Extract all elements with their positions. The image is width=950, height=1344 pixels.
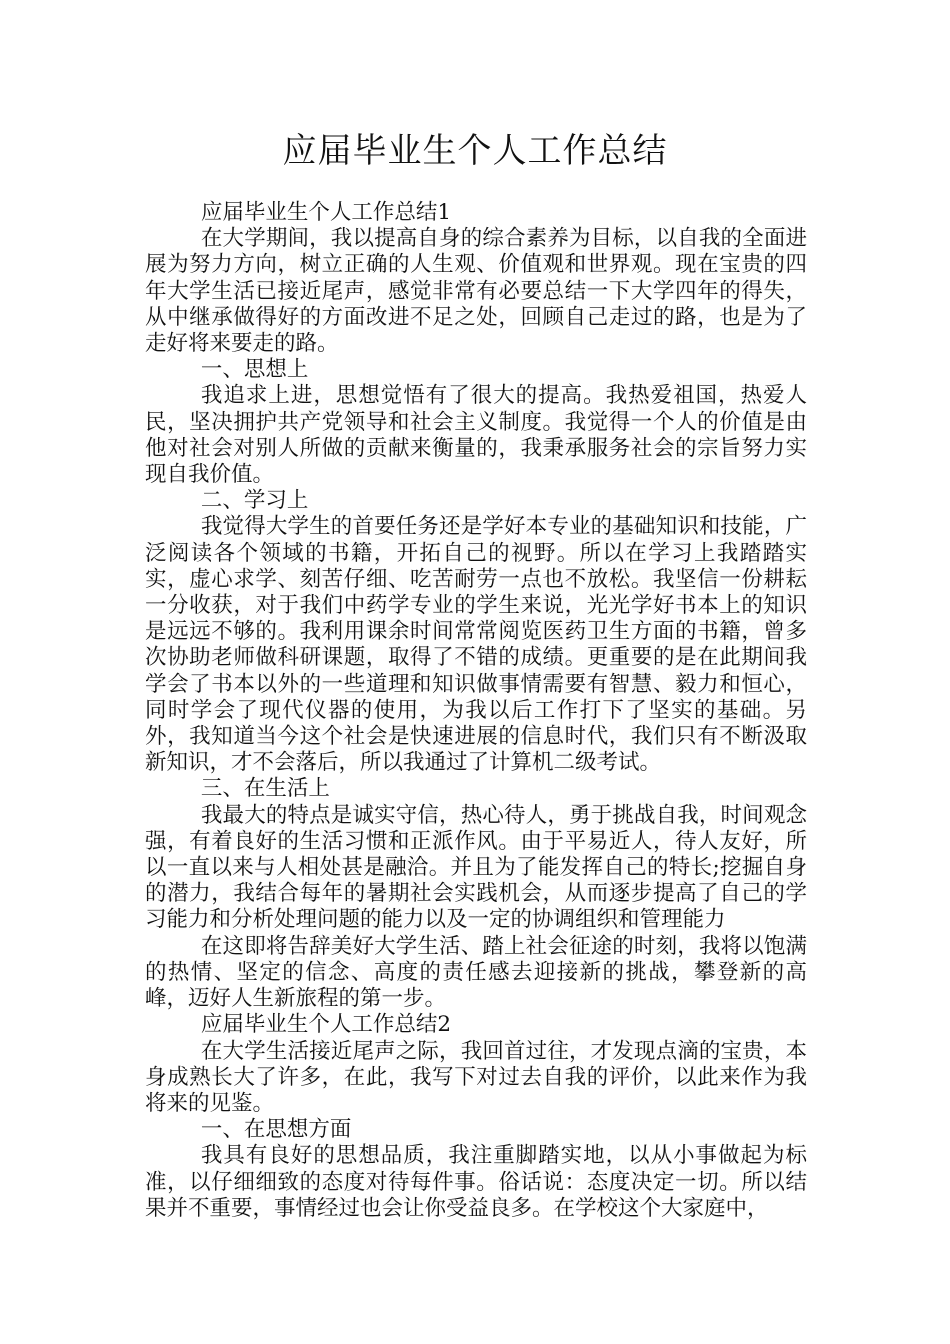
subheading-ideology-2: 一、在思想方面 [200, 1117, 352, 1143]
document-title: 应届毕业生个人工作总结 [282, 131, 668, 171]
paragraph-ideology-2: 我具有良好的思想品质，我注重脚踏实地，以从小事做起为标准，以仔细细致的态度对待每件事。俗话说：态度决定一切。所以结果并不重要，事情经过也会让你受益良多。在学校这个大家庭中， [145, 1143, 807, 1221]
subheading-ideology: 一、思想上 [200, 357, 309, 383]
section-heading-summary-1: 应届毕业生个人工作总结1 [200, 200, 452, 225]
paragraph-study: 我觉得大学生的首要任务还是学好本专业的基础知识和技能，广泛阅读各个领域的书籍，开拓自己的视野。所以在学习上我踏踏实实，虚心求学、刻苦仔细、吃苦耐劳一点也不放松。我坚信一份耕耘一分收获，对于我们中药学专业的学生来说，光光学好书本上的知识是远远不够的。我利用课余时间常常阅览医药卫生方面的书籍，曾多次协助老师做科研课题，取得了不错的成绩。更重要的是在此期间我学会了书本以外的一些道理和知识做事情需要有智慧、毅力和恒心，同时学会了现代仪器的使用，为我以后工作打下了坚实的基础。另外，我知道当今这个社会是快速进展的信息时代，我们只有不断汲取新知识，才不会落后，所以我通过了计算机二级考试。 [145, 514, 807, 776]
paragraph-life: 我最大的特点是诚实守信，热心待人，勇于挑战自我，时间观念强，有着良好的生活习惯和正派作风。由于平易近人，待人友好，所以一直以来与人相处甚是融洽。并且为了能发挥自己的特长;挖掘自身的潜力，我结合每年的暑期社会实践机会，从而逐步提高了自己的学习能力和分析处理问题的能力以及一定的协调组织和管理能力 [145, 802, 807, 933]
paragraph-ideology: 我追求上进，思想觉悟有了很大的提高。我热爱祖国，热爱人民，坚决拥护共产党领导和社会主义制度。我觉得一个人的价值是由他对社会对别人所做的贡献来衡量的，我秉承服务社会的宗旨努力实现自我价值。 [145, 383, 807, 488]
paragraph-intro-2: 在大学生活接近尾声之际，我回首过往，才发现点滴的宝贵，本身成熟长大了许多，在此，我写下对过去自我的评价，以此来作为我将来的见鉴。 [145, 1038, 807, 1116]
section-heading-summary-2: 应届毕业生个人工作总结2 [200, 1012, 452, 1038]
paragraph-intro: 在大学期间，我以提高自身的综合素养为目标，以自我的全面进展为努力方向，树立正确的人生观、价值观和世界观。现在宝贵的四年大学生活已接近尾声，感觉非常有必要总结一下大学四年的得失，从中继承做得好的方面改进不足之处，回顾自己走过的路，也是为了走好将来要走的路。 [145, 226, 807, 357]
subheading-life: 三、在生活上 [200, 776, 330, 802]
paragraph-closing: 在这即将告辞美好大学生活、踏上社会征途的时刻，我将以饱满的热情、坚定的信念、高度的责任感去迎接新的挑战，攀登新的高峰，迈好人生新旅程的第一步。 [145, 933, 807, 1012]
subheading-study: 二、学习上 [200, 488, 309, 514]
document-body [145, 200, 807, 1222]
